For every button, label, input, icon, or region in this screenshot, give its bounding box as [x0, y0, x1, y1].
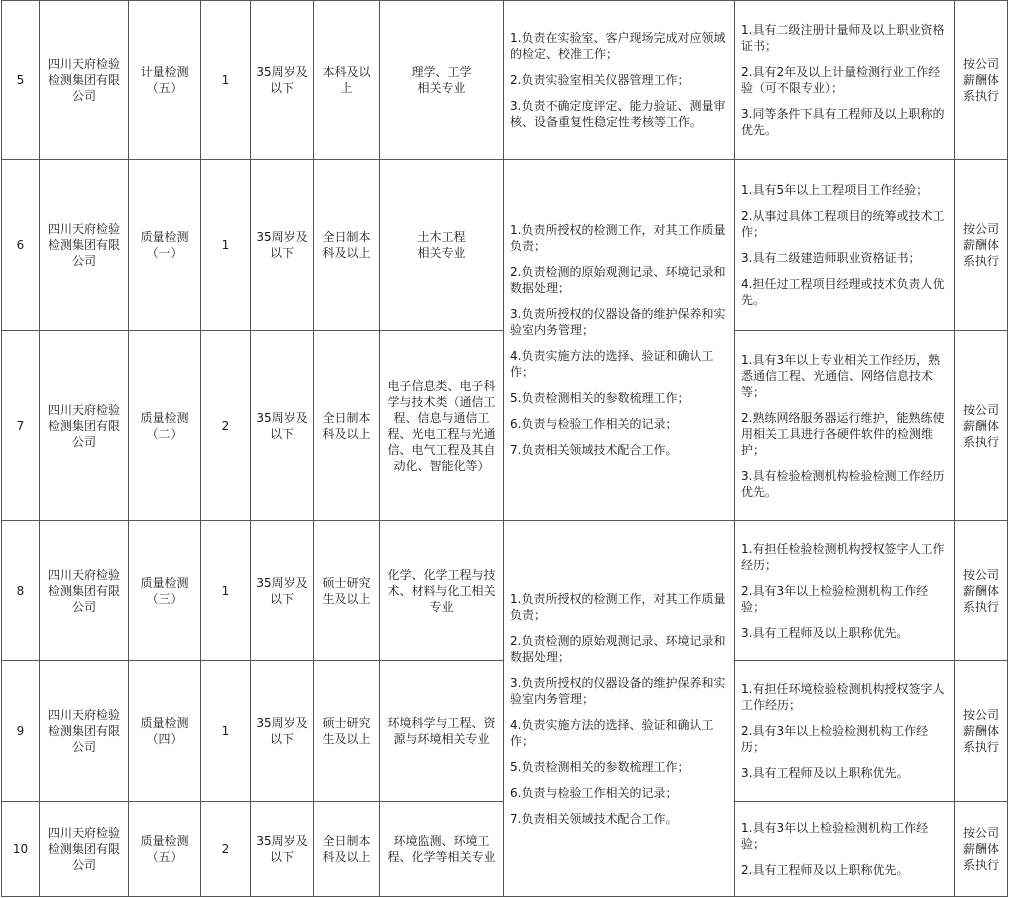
table-row [2, 521, 1008, 661]
job-requirements: 1.具有3年以上检验检测机构工作经验； 2.具有工程师及以上职称优先。 [735, 802, 955, 897]
table-row [2, 160, 1008, 331]
age-limit: 35周岁及 以下 [251, 331, 314, 521]
salary-note: 按公司薪酬体系执行 [955, 160, 1008, 331]
headcount: 1 [201, 160, 251, 331]
row-number: 10 [2, 802, 40, 897]
company-name: 四川天府检验检测集团有限公司 [40, 521, 129, 661]
education-level: 全日制本 科及以上 [314, 331, 380, 521]
company-name: 四川天府检验检测集团有限公司 [40, 1, 129, 160]
position-title: 质量检测 （四） [129, 661, 201, 802]
position-title: 质量检测 （三） [129, 521, 201, 661]
major-requirement: 土木工程 相关专业 [380, 160, 504, 331]
job-duties: 1.负责所授权的检测工作，对其工作质量负责； 2.负责检测的原始观测记录、环境记录和数据处理； 3.负责所授权的仪器设备的维护保养和实验室内务管理； 4.负责实施方法的选择、验证和确认工作； 5.负责检测相关的参数梳理工作； 6.负责与检验工作相关的记录； 7.负责相关领域技术配合工作。 [504, 521, 735, 897]
company-name: 四川天府检验检测集团有限公司 [40, 331, 129, 521]
row-number: 8 [2, 521, 40, 661]
headcount: 1 [201, 661, 251, 802]
position-title: 计量检测 （五） [129, 1, 201, 160]
education-level: 硕士研究 生及以上 [314, 521, 380, 661]
job-requirements: 1.具有二级注册计量师及以上职业资格证书； 2.具有2年及以上计量检测行业工作经验（可不限专业）； 3.同等条件下具有工程师及以上职称的优先。 [735, 1, 955, 160]
row-number: 9 [2, 661, 40, 802]
education-level: 本科及以 上 [314, 1, 380, 160]
age-limit: 35周岁及 以下 [251, 160, 314, 331]
table-body [2, 1, 1008, 897]
major-requirement: 化学、化学工程与技术、材料与化工相关专业 [380, 521, 504, 661]
age-limit: 35周岁及 以下 [251, 1, 314, 160]
job-requirements: 1.具有3年以上专业相关工作经历，熟悉通信工程、光通信、网络信息技术等； 2.熟练网络服务器运行维护，能熟练使用相关工具进行各硬件软件的检测维护； 3.具有检验检测机构检验检测工作经历优先。 [735, 331, 955, 521]
job-requirements: 1.有担任环境检验检测机构授权签字人工作经历； 2.具有3年以上检验检测机构工作经历； 3.具有工程师及以上职称优先。 [735, 661, 955, 802]
salary-note: 按公司薪酬体系执行 [955, 802, 1008, 897]
company-name: 四川天府检验检测集团有限公司 [40, 802, 129, 897]
education-level: 全日制本 科及以上 [314, 802, 380, 897]
major-requirement: 环境监测、环境工程、化学等相关专业 [380, 802, 504, 897]
company-name: 四川天府检验检测集团有限公司 [40, 160, 129, 331]
major-requirement: 理学、工学 相关专业 [380, 1, 504, 160]
position-title: 质量检测 （五） [129, 802, 201, 897]
company-name: 四川天府检验检测集团有限公司 [40, 661, 129, 802]
job-requirements: 1.具有5年以上工程项目工作经验； 2.从事过具体工程项目的统筹或技术工作； 3.具有二级建造师职业资格证书； 4.担任过工程项目经理或技术负责人优先。 [735, 160, 955, 331]
job-duties: 1.负责在实验室、客户现场完成对应领域的检定、校准工作； 2.负责实验室相关仪器管理工作； 3.负责不确定度评定、能力验证、测量审核、设备重复性稳定性考核等工作。 [504, 1, 735, 160]
job-duties: 1.负责所授权的检测工作，对其工作质量负责； 2.负责检测的原始观测记录、环境记录和数据处理； 3.负责所授权的仪器设备的维护保养和实验室内务管理； 4.负责实施方法的选择、验证和确认工作； 5.负责检测相关的参数梳理工作； 6.负责与检验工作相关的记录； 7.负责相关领域技术配合工作。 [504, 160, 735, 521]
job-table [1, 0, 1008, 897]
salary-note: 按公司薪酬体系执行 [955, 1, 1008, 160]
position-title: 质量检测 （二） [129, 331, 201, 521]
headcount: 2 [201, 331, 251, 521]
age-limit: 35周岁及 以下 [251, 802, 314, 897]
row-number: 6 [2, 160, 40, 331]
headcount: 1 [201, 521, 251, 661]
row-number: 7 [2, 331, 40, 521]
salary-note: 按公司薪酬体系执行 [955, 661, 1008, 802]
table-row [2, 1, 1008, 160]
row-number: 5 [2, 1, 40, 160]
age-limit: 35周岁及 以下 [251, 661, 314, 802]
education-level: 硕士研究 生及以上 [314, 661, 380, 802]
age-limit: 35周岁及 以下 [251, 521, 314, 661]
headcount: 1 [201, 1, 251, 160]
salary-note: 按公司薪酬体系执行 [955, 331, 1008, 521]
major-requirement: 环境科学与工程、资源与环境相关专业 [380, 661, 504, 802]
position-title: 质量检测 （一） [129, 160, 201, 331]
job-requirements: 1.有担任检验检测机构授权签字人工作经历； 2.具有3年以上检验检测机构工作经验； 3.具有工程师及以上职称优先。 [735, 521, 955, 661]
major-requirement: 电子信息类、电子科学与技术类（通信工程、信息与通信工程、光电工程与光通信、电气工程及其自动化、智能化等） [380, 331, 504, 521]
salary-note: 按公司薪酬体系执行 [955, 521, 1008, 661]
headcount: 2 [201, 802, 251, 897]
education-level: 全日制本 科及以上 [314, 160, 380, 331]
